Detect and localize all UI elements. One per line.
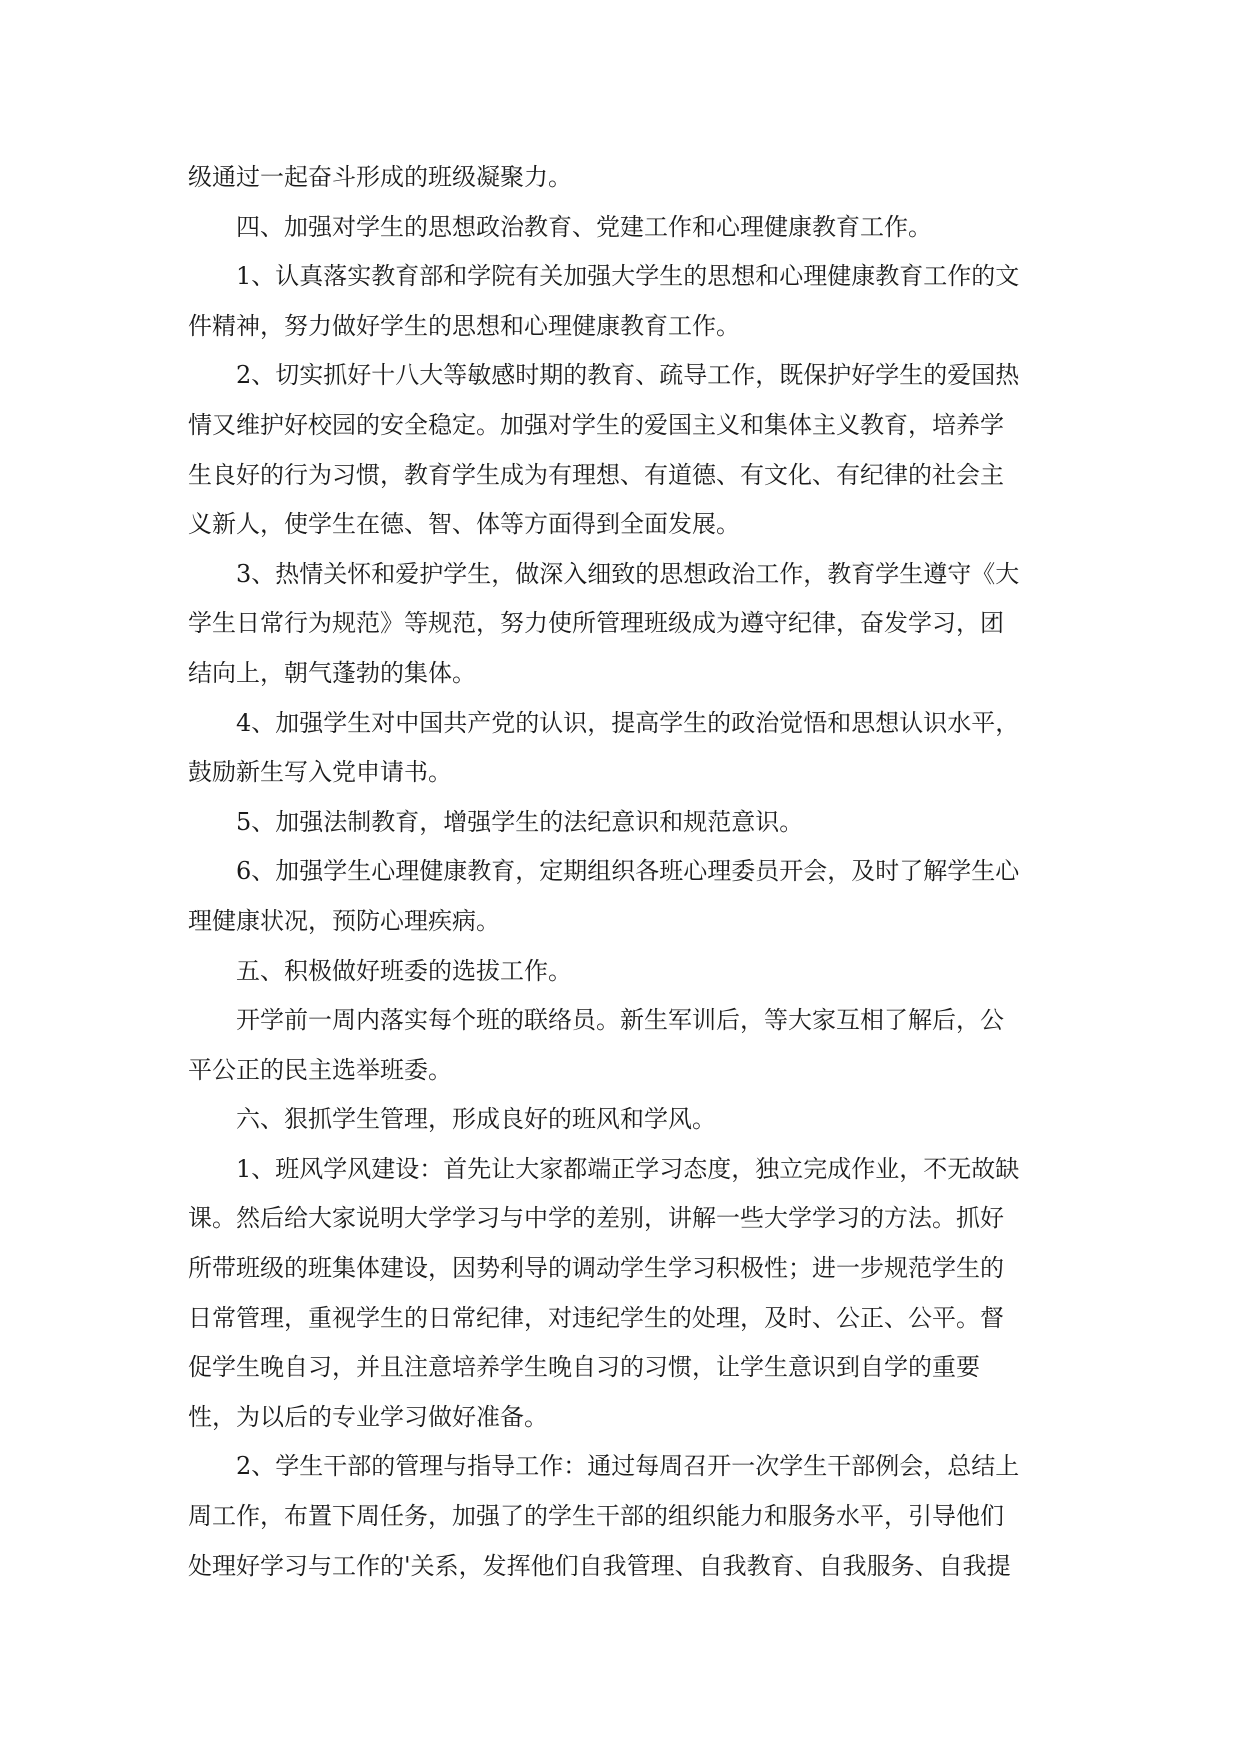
text-line: 5、加强法制教育，增强学生的法纪意识和规范意识。 <box>236 807 804 836</box>
text-line: 课。然后给大家说明大学学习与中学的差别，讲解一些大学学习的方法。抓好 <box>188 1204 1004 1233</box>
text-line: 义新人，使学生在德、智、体等方面得到全面发展。 <box>188 510 740 539</box>
document-body <box>188 153 1056 1591</box>
text-line: 所带班级的班集体建设，因势利导的调动学生学习积极性；进一步规范学生的 <box>188 1254 1004 1283</box>
text-line: 1、班风学风建设：首先让大家都端正学习态度，独立完成作业，不无故缺 <box>236 1154 1020 1183</box>
text-line: 结向上，朝气蓬勃的集体。 <box>188 658 476 687</box>
text-line: 4、加强学生对中国共产党的认识，提高学生的政治觉悟和思想认识水平， <box>236 708 1020 737</box>
text-line: 情又维护好校园的安全稳定。加强对学生的爱国主义和集体主义教育，培养学 <box>188 410 1004 439</box>
text-line: 四、加强对学生的思想政治教育、党建工作和心理健康教育工作。 <box>236 212 932 241</box>
text-line: 件精神，努力做好学生的思想和心理健康教育工作。 <box>188 311 740 340</box>
text-line: 生良好的行为习惯，教育学生成为有理想、有道德、有文化、有纪律的社会主 <box>188 460 1004 489</box>
text-line: 3、热情关怀和爱护学生，做深入细致的思想政治工作，教育学生遵守《大 <box>236 559 1020 588</box>
text-line: 日常管理，重视学生的日常纪律，对违纪学生的处理，及时、公正、公平。督 <box>188 1303 1004 1332</box>
text-line: 六、狠抓学生管理，形成良好的班风和学风。 <box>236 1105 716 1134</box>
text-line: 五、积极做好班委的选拔工作。 <box>236 956 572 985</box>
text-line: 鼓励新生写入党申请书。 <box>188 758 452 787</box>
text-line: 处理好学习与工作的'关系，发挥他们自我管理、自我教育、自我服务、自我提 <box>188 1551 1011 1580</box>
text-line: 级通过一起奋斗形成的班级凝聚力。 <box>188 163 572 191</box>
text-line: 2、学生干部的管理与指导工作：通过每周召开一次学生干部例会，总结上 <box>236 1452 1020 1481</box>
text-line: 平公正的民主选举班委。 <box>188 1055 452 1084</box>
text-line: 2、切实抓好十八大等敏感时期的教育、疏导工作，既保护好学生的爱国热 <box>236 361 1020 390</box>
text-line: 促学生晚自习，并且注意培养学生晚自习的习惯，让学生意识到自学的重要 <box>188 1353 980 1382</box>
text-line: 性，为以后的专业学习做好准备。 <box>188 1402 548 1431</box>
text-line: 理健康状况，预防心理疾病。 <box>188 906 500 935</box>
text-line: 开学前一周内落实每个班的联络员。新生军训后，等大家互相了解后，公 <box>236 1006 1004 1035</box>
text-line: 6、加强学生心理健康教育，定期组织各班心理委员开会，及时了解学生心 <box>236 857 1020 886</box>
text-line: 学生日常行为规范》等规范，努力使所管理班级成为遵守纪律，奋发学习，团 <box>188 609 1004 638</box>
text-line: 1、认真落实教育部和学院有关加强大学生的思想和心理健康教育工作的文 <box>236 262 1020 291</box>
text-line: 周工作，布置下周任务，加强了的学生干部的组织能力和服务水平，引导他们 <box>188 1502 1004 1531</box>
